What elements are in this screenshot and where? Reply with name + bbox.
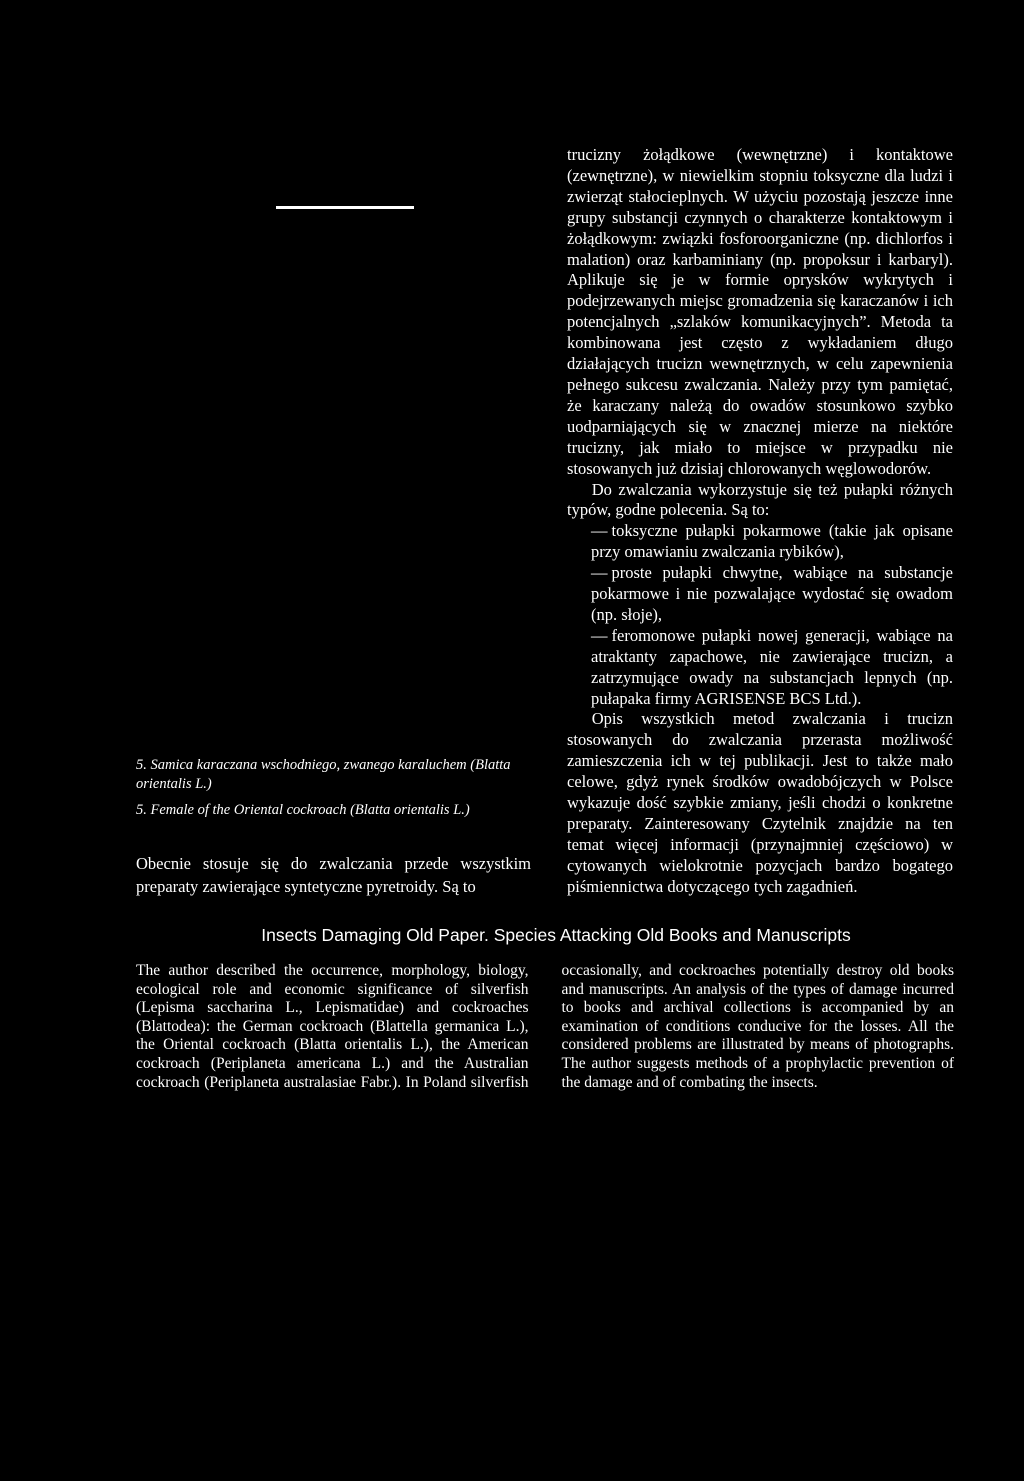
left-column-paragraph: Obecnie stosuje się do zwalczania przede wszystkim preparaty zawierające syntetyczne pyretroidy. Są to: [136, 854, 531, 896]
figure-caption-english: 5. Female of the Oriental cockroach (Blatta orientalis L.): [136, 802, 470, 818]
figure-caption-polish: 5. Samica karaczana wschodniego, zwanego karaluchem (Blatta orientalis L.): [136, 757, 511, 792]
summary-text: The author described the occurrence, morphology, biology, ecological role and economic significance of silverfish (Lepisma saccharina L., Lepismatidae) and cockroaches (Blattodea): the German cockroach (Blattella germanica L.), the Oriental cockroach (Blatta orientalis L.), the American cockroach (Periplaneta americana L.) and the Australian cockroach (Periplaneta australasiae Fabr.). In Poland silverfish occasionally, and cockroaches potentially destroy old books and manuscripts. An analysis of the types of damage incurred to books and archival collections is accompanied by an examination of conditions conducive for the losses. All the considered problems are illustrated by means of photographs. The author suggests methods of a prophylactic prevention of the damage and of combating the insects.: [136, 962, 954, 1091]
right-column: [567, 145, 953, 898]
dash-mark: —: [591, 625, 608, 645]
right-paragraph-1: trucizny żołądkowe (wewnętrzne) i kontaktowe (zewnętrzne), w niewielkim stopniu toksyczne dla ludzi i zwierząt stałocieplnych. W użyciu pozostają jeszcze inne grupy substancji czynnych o charakterze kontaktowym i żołądkowym: związki fosforoorganiczne (np. dichlorfos i malation) oraz karbaminiany (np. propoksur i karbaryl). Aplikuje się je w formie oprysków wykrytych i podejrzewanych miejsc gromadzenia się karaczanów i ich potencjalnych „szlaków komunikacyjnych”. Metoda ta kombinowana jest często z wykładaniem długo działających trucizn wewnętrznych, w celu zapewnienia pełnego sukcesu zwalczania. Należy przy tym pamiętać, że karaczany należą do owadów stosunkowo szybko uodparniających się w znacznej mierze na niektóre trucizny, jak miało to miejsce w przypadku nie stosowanych już dzisiaj chlorowanych węglowodorów.: [567, 145, 953, 478]
right-paragraph-3: Opis wszystkich metod zwalczania i trucizn stosowanych do zwalczania przerasta możliwość zamieszczenia ich w tej publikacji. Jest to także mało celowe, gdyż rynek środków owadobójczych w Polsce wykazuje dość szybkie zmiany, jeśli chodzi o konkretne preparaty. Zainteresowany Czytelnik znajdzie na ten temat więcej informacji (przynajmniej częściowo) w cytowanych wielokrotnie pozycjach bardzo bogatego piśmiennictwa dotyczącego tych zagadnień.: [567, 709, 953, 896]
summary-title: Insects Damaging Old Paper. Species Attacking Old Books and Manuscripts: [261, 925, 851, 945]
english-summary: [136, 962, 954, 1092]
list-item-text: toksyczne pułapki pokarmowe (takie jak opisane przy omawianiu zwalczania rybików),: [591, 521, 953, 562]
figure-rule: [276, 206, 414, 209]
list-item-text: feromonowe pułapki nowej generacji, wabiące na atraktanty zapachowe, nie zawierające trucizn, a zatrzymujące owady na substancjach lepnych (np. pułapaka firmy AGRISENSE BCS Ltd.).: [591, 625, 953, 708]
trap-list: [567, 521, 953, 709]
figure-captions: [136, 756, 536, 820]
list-item-text: proste pułapki chwytne, wabiące na substancje pokarmowe i nie pozwalające wydostać się owadom (np. słoje),: [591, 563, 953, 624]
dash-mark: —: [591, 521, 608, 541]
list-item: [567, 563, 953, 626]
right-paragraph-2: Do zwalczania wykorzystuje się też pułapki różnych typów, godne polecenia. Są to:: [567, 479, 953, 520]
dash-mark: —: [591, 563, 608, 583]
list-item: [567, 521, 953, 563]
list-item: [567, 626, 953, 710]
